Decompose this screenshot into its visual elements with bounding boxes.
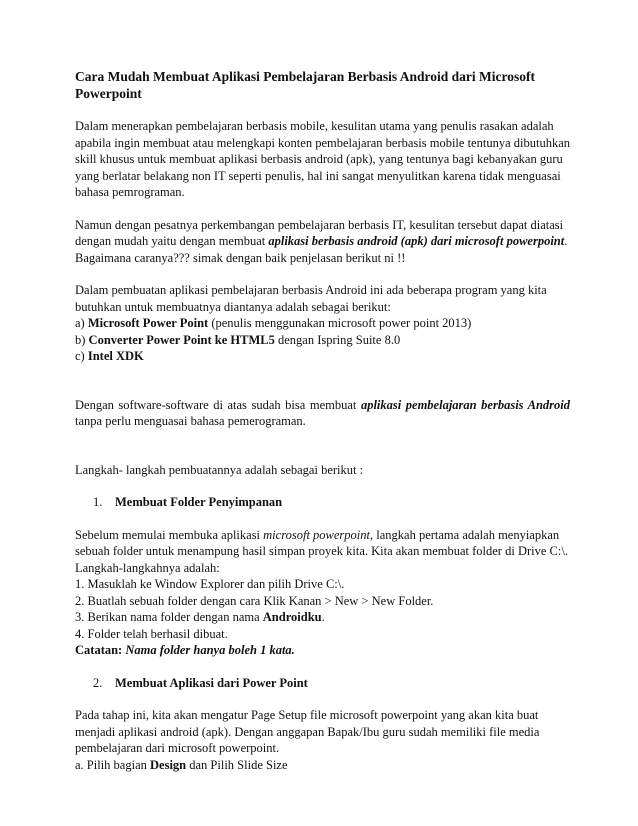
step-1-folder-name: Androidku <box>262 610 322 624</box>
program-item-b <box>75 332 570 349</box>
spacer <box>75 381 570 397</box>
step-2-intro: Pada tahap ini, kita akan mengatur Page Setup file microsoft powerpoint yang akan kita buat menjadi aplikasi android (apk). Dengan anggapan Bapak/Ibu guru sudah memiliki file media pembelajaran dari microsoft powerpoint. <box>75 708 540 755</box>
spacer <box>75 446 570 462</box>
paragraph-summary <box>75 397 570 430</box>
paragraph-solution-text-end: . Bagaimana caranya??? simak dengan baik penjelasan berikut ni !! <box>75 234 568 265</box>
program-item-a <box>75 315 570 332</box>
step-1-intro: Sebelum memulai membuka aplikasi <box>75 527 264 542</box>
step-2-design-label: Design <box>150 757 187 772</box>
step-2-body <box>75 707 570 773</box>
program-item-c-prefix: c) <box>75 349 88 363</box>
programs-intro: Dalam pembuatan aplikasi pembelajaran berbasis Android ini ada beberapa program yang kita butuhkan untuk membuatnya diantanya adalah sebagai berikut: <box>75 283 547 314</box>
program-item-b-note: dengan Ispring Suite 8.0 <box>274 332 401 347</box>
step-1-line-3-end: . <box>321 610 325 624</box>
step-1-note-label: Catatan: <box>75 643 126 657</box>
program-item-c <box>75 348 570 365</box>
step-2-line-a <box>75 757 570 774</box>
program-item-a-name: Microsoft Power Point <box>87 316 209 330</box>
step-1-number: 1. <box>93 495 103 509</box>
program-item-b-name: Converter Power Point ke HTML5 <box>88 332 275 347</box>
step-2-heading <box>93 675 570 692</box>
step-2-line-a-end: dan Pilih Slide Size <box>186 757 288 772</box>
step-1-line-3 <box>75 609 570 626</box>
step-1-body <box>75 527 570 659</box>
paragraph-solution-emphasis: aplikasi berbasis android (apk) dari microsoft powerpoint <box>268 234 565 248</box>
step-1-line-3-text: 3. Berikan nama folder dengan nama <box>75 610 263 624</box>
paragraph-summary-emphasis: aplikasi pembelajaran berbasis Android <box>360 397 570 412</box>
paragraph-summary-text-end: tanpa perlu menguasai bahasa pemerograman. <box>75 414 306 428</box>
paragraph-steps-intro: Langkah- langkah pembuatannya adalah sebagai berikut : <box>75 462 364 477</box>
paragraph-programs <box>75 282 570 365</box>
program-item-a-note: (penulis menggunakan microsoft power point 2013) <box>208 316 472 330</box>
step-2-line-a-text: a. Pilih bagian <box>75 757 150 772</box>
program-item-b-prefix: b) <box>75 332 89 347</box>
document-page <box>75 68 570 789</box>
step-1-line-4: 4. Folder telah berhasil dibuat. <box>75 626 228 641</box>
step-1-intro-emphasis: microsoft powerpoint <box>263 527 370 542</box>
step-2-title: Membuat Aplikasi dari Power Point <box>115 675 308 690</box>
step-1-heading <box>93 494 570 511</box>
step-1-note <box>75 642 570 659</box>
step-1-note-text: Nama folder hanya boleh 1 kata. <box>125 643 295 657</box>
program-item-c-name: Intel XDK <box>87 349 144 363</box>
paragraph-summary-text: Dengan software-software di atas sudah bisa membuat <box>75 397 361 412</box>
step-1-title: Membuat Folder Penyimpanan <box>115 495 283 509</box>
paragraph-intro: Dalam menerapkan pembelajaran berbasis mobile, kesulitan utama yang penulis rasakan adalah apabila ingin membuat atau melengkapi konten pembelajaran berbasis mobile tentunya dibutuhkan skill khusus untuk membuat aplikasi berbasis android (apk), yang tentunya bagi kebanyakan guru yang berlatar belakang non IT seperti penulis, hal ini sangat menyulitkan karena tidak menguasai bahasa pemrograman. <box>75 119 570 199</box>
program-item-a-prefix: a) <box>75 316 88 330</box>
paragraph-solution <box>75 217 570 267</box>
step-1-line-2: 2. Buatlah sebuah folder dengan cara Klik Kanan > New > New Folder. <box>75 593 434 608</box>
step-1-intro-end: , langkah pertama adalah menyiapkan sebuah folder untuk menampung hasil simpan proyek kita. Kita akan membuat folder di Drive C:\. Langkah-langkahnya adalah: <box>75 527 568 575</box>
document-title: Cara Mudah Membuat Aplikasi Pembelajaran Berbasis Android dari Microsoft Powerpoint <box>75 69 536 101</box>
paragraph-solution-text: Namun dengan pesatnya perkembangan pembelajaran berbasis IT, kesulitan tersebut dapat diatasi dengan mudah yaitu dengan membuat <box>75 217 564 248</box>
step-2-number: 2. <box>93 675 103 690</box>
step-1-line-1: 1. Masuklah ke Window Explorer dan pilih Drive C:\. <box>75 577 345 591</box>
